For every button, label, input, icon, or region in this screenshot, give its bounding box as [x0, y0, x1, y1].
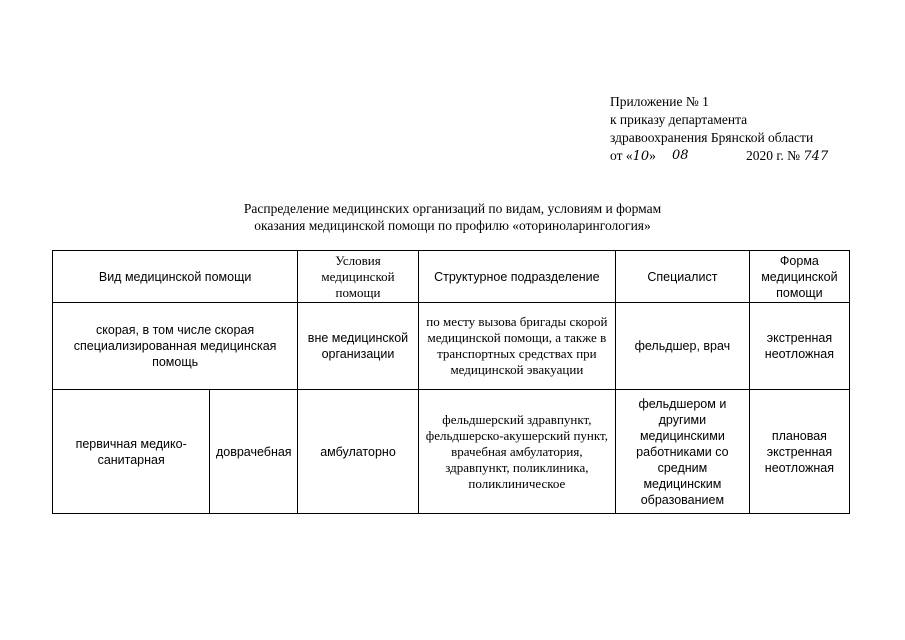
table-header-row [53, 251, 850, 303]
cell-subkind: доврачебная [210, 390, 298, 514]
appendix-order-ref: к приказу департамента [610, 112, 748, 127]
cell-form: плановая экстренная неотложная [749, 390, 849, 514]
header-unit: Структурное подразделение [418, 251, 615, 303]
cell-form: экстренная неотложная [749, 303, 849, 390]
cell-specialist: фельдшером и другими медицинскими работниками со средним медицинским образованием [615, 390, 749, 514]
table-row [53, 390, 850, 514]
title-line-1: Распределение медицинских организаций по видам, условиям и формам [243, 201, 662, 216]
order-date-line [610, 147, 850, 165]
title-line-2: оказания медицинской помощи по профилю «оториноларингология» [254, 218, 651, 233]
cell-unit: фельдшерский здравпункт, фельдшерско-акушерский пункт, врачебная амбулатория, здравпункт, поликлиника, поликлиническое [418, 390, 615, 514]
header-form: Форма медицинской помощи [749, 251, 849, 303]
distribution-table [52, 250, 850, 514]
date-year-number-label: 2020 г. № [746, 148, 801, 163]
appendix-department: здравоохранения Брянской области [610, 130, 814, 145]
table-row [53, 303, 850, 390]
cell-kind: скорая, в том числе скорая специализированная медицинская помощь [53, 303, 298, 390]
date-month: 08 [672, 148, 689, 163]
header-specialist: Специалист [615, 251, 749, 303]
order-number: 747 [803, 149, 829, 164]
cell-conditions: вне медицинской организации [298, 303, 419, 390]
cell-kind: первичная медико-санитарная [53, 390, 210, 514]
cell-conditions: амбулаторно [298, 390, 419, 514]
cell-specialist: фельдшер, врач [615, 303, 749, 390]
appendix-title: Приложение № 1 [610, 94, 709, 109]
date-close: » [649, 148, 656, 163]
header-kind: Вид медицинской помощи [53, 251, 298, 303]
date-prefix: от « [610, 148, 633, 163]
appendix-block [610, 93, 850, 165]
cell-unit: по месту вызова бригады скорой медицинской помощи, а также в транспортных средствах при медицинской эвакуации [418, 303, 615, 390]
date-day: 10 [632, 149, 650, 164]
header-conditions: Условия медицинской помощи [298, 251, 419, 303]
document-title [150, 200, 755, 234]
